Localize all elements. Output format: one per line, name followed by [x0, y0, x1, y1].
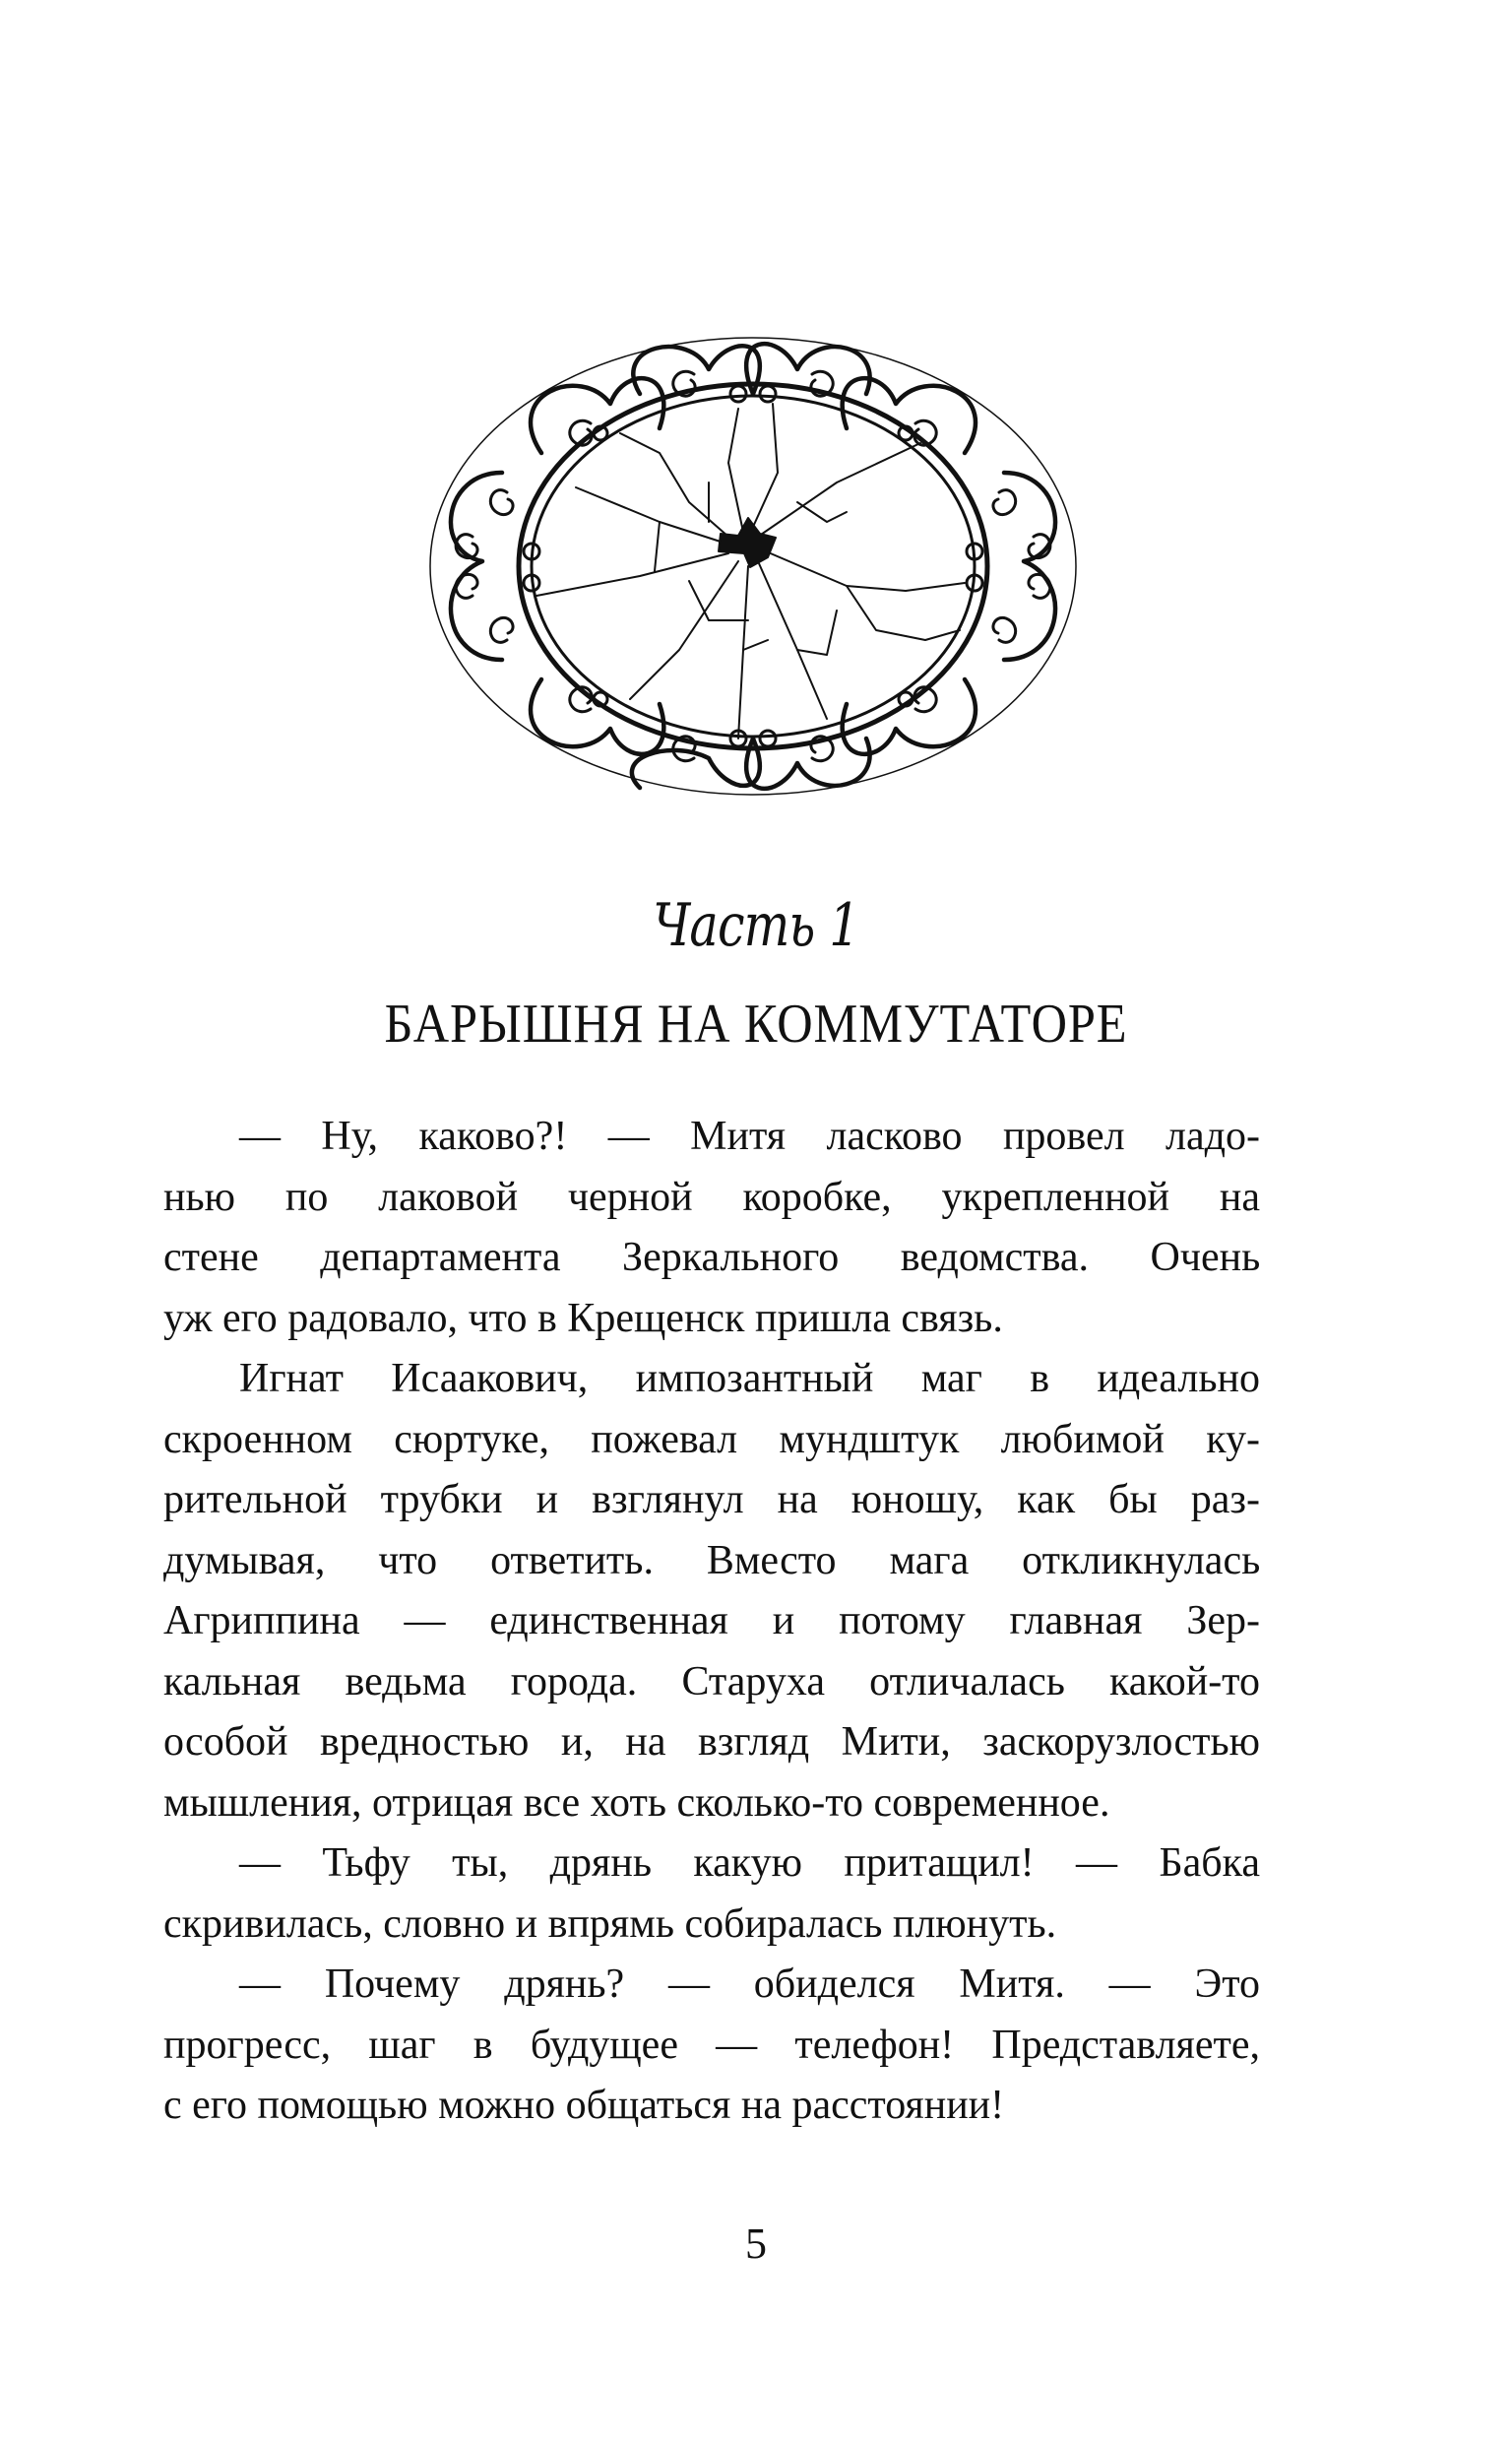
- text-line: — Почему дрянь? — обиделся Митя. — Это: [239, 1961, 1260, 2007]
- text-line: кальная ведьма города. Старуха отличалась какой-то: [163, 1658, 1260, 1704]
- broken-mirror-ornament-icon: [413, 325, 1093, 807]
- chapter-title: БАРЫШНЯ НА КОММУТАТОРЕ: [384, 994, 1128, 1055]
- text-line: рительной трубки и взглянул на юношу, как бы раз-: [163, 1477, 1260, 1522]
- text-line: с его помощью можно общаться на расстоянии!: [163, 2083, 1005, 2128]
- text-line: стене департамента Зеркального ведомства. Очень: [163, 1235, 1261, 1280]
- text-line: прогресс, шаг в будущее — телефон! Представляете,: [163, 2022, 1260, 2068]
- text-line: Агриппина — единственная и потому главная Зер-: [163, 1598, 1260, 1643]
- text-line: — Ну, каково?! — Митя ласково провел ладо-: [239, 1114, 1260, 1159]
- text-line: мышления, отрицая все хоть сколько-то современное.: [163, 1779, 1110, 1826]
- part-title: Часть 1: [653, 891, 859, 960]
- text-line: скроенном сюртуке, пожевал мундштук любимой ку-: [163, 1416, 1260, 1462]
- page-number: 5: [745, 2219, 767, 2268]
- text-line: уж его радовало, что в Крещенск пришла связь.: [163, 1295, 1003, 1341]
- text-line: — Тьфу ты, дрянь какую притащил! — Бабка: [239, 1840, 1260, 1886]
- body-text: [163, 1107, 1260, 2137]
- text-line: нью по лаковой черной коробке, укрепленной на: [163, 1174, 1260, 1220]
- text-line: Игнат Исаакович, импозантный маг в идеально: [239, 1356, 1260, 1401]
- text-line: скривилась, словно и впрямь собиралась плюнуть.: [163, 1900, 1057, 1947]
- text-line: особой вредностью и, на взгляд Мити, заскорузлостью: [163, 1719, 1260, 1765]
- text-line: думывая, что ответить. Вместо мага откликнулась: [163, 1537, 1261, 1583]
